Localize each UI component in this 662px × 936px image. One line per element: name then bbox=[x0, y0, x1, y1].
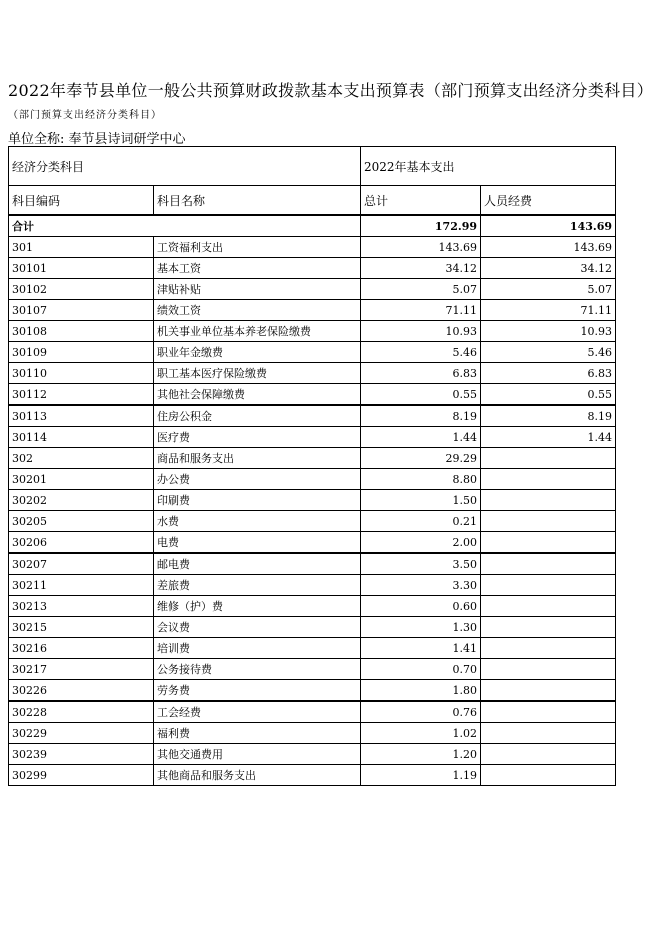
row-code: 30207 bbox=[9, 553, 154, 575]
header-row-2 bbox=[9, 186, 616, 216]
row-name: 工资福利支出 bbox=[154, 237, 361, 258]
row-personnel bbox=[481, 723, 616, 744]
row-name: 差旅费 bbox=[154, 575, 361, 596]
row-name: 基本工资 bbox=[154, 258, 361, 279]
budget-table bbox=[8, 146, 616, 786]
total-amount: 172.99 bbox=[361, 215, 481, 237]
row-total: 1.19 bbox=[361, 765, 481, 786]
row-code: 30201 bbox=[9, 469, 154, 490]
row-total: 1.80 bbox=[361, 680, 481, 702]
table-row bbox=[9, 744, 616, 765]
row-code: 30110 bbox=[9, 363, 154, 384]
row-code: 30202 bbox=[9, 490, 154, 511]
row-personnel: 6.83 bbox=[481, 363, 616, 384]
table-row bbox=[9, 490, 616, 511]
table-row bbox=[9, 765, 616, 786]
total-row bbox=[9, 215, 616, 237]
row-name: 职工基本医疗保险缴费 bbox=[154, 363, 361, 384]
row-total: 34.12 bbox=[361, 258, 481, 279]
table-row bbox=[9, 384, 616, 406]
row-name: 机关事业单位基本养老保险缴费 bbox=[154, 321, 361, 342]
row-total: 71.11 bbox=[361, 300, 481, 321]
table-row bbox=[9, 469, 616, 490]
table-row bbox=[9, 553, 616, 575]
page-subtitle: （部门预算支出经济分类科目） bbox=[8, 110, 162, 121]
row-name: 福利费 bbox=[154, 723, 361, 744]
row-code: 30206 bbox=[9, 532, 154, 554]
row-code: 30228 bbox=[9, 701, 154, 723]
row-personnel: 34.12 bbox=[481, 258, 616, 279]
row-code: 30215 bbox=[9, 617, 154, 638]
row-name: 工会经费 bbox=[154, 701, 361, 723]
header-code: 科目编码 bbox=[9, 186, 154, 216]
row-total: 1.50 bbox=[361, 490, 481, 511]
row-personnel: 0.55 bbox=[481, 384, 616, 406]
row-total: 3.30 bbox=[361, 575, 481, 596]
row-code: 30102 bbox=[9, 279, 154, 300]
row-name: 培训费 bbox=[154, 638, 361, 659]
row-personnel bbox=[481, 680, 616, 702]
row-personnel bbox=[481, 765, 616, 786]
row-personnel: 5.46 bbox=[481, 342, 616, 363]
row-total: 1.02 bbox=[361, 723, 481, 744]
row-total: 0.70 bbox=[361, 659, 481, 680]
table-row bbox=[9, 511, 616, 532]
table-row bbox=[9, 300, 616, 321]
table-row bbox=[9, 532, 616, 554]
row-personnel: 10.93 bbox=[481, 321, 616, 342]
row-name: 印刷费 bbox=[154, 490, 361, 511]
row-name: 公务接待费 bbox=[154, 659, 361, 680]
row-total: 6.83 bbox=[361, 363, 481, 384]
header-basic-expenditure: 2022年基本支出 bbox=[361, 147, 616, 186]
row-total: 1.30 bbox=[361, 617, 481, 638]
table-row bbox=[9, 279, 616, 300]
row-name: 其他社会保障缴费 bbox=[154, 384, 361, 406]
row-personnel bbox=[481, 638, 616, 659]
row-total: 5.46 bbox=[361, 342, 481, 363]
row-name: 劳务费 bbox=[154, 680, 361, 702]
row-code: 30216 bbox=[9, 638, 154, 659]
row-personnel: 143.69 bbox=[481, 237, 616, 258]
table-row bbox=[9, 659, 616, 680]
row-name: 职业年金缴费 bbox=[154, 342, 361, 363]
table-row bbox=[9, 237, 616, 258]
row-personnel: 8.19 bbox=[481, 405, 616, 427]
table-row bbox=[9, 617, 616, 638]
page-title: 2022年奉节县单位一般公共预算财政拨款基本支出预算表（部门预算支出经济分类科目） bbox=[8, 81, 654, 100]
row-code: 30101 bbox=[9, 258, 154, 279]
row-personnel bbox=[481, 596, 616, 617]
row-name: 住房公积金 bbox=[154, 405, 361, 427]
row-personnel bbox=[481, 701, 616, 723]
table-row bbox=[9, 448, 616, 469]
row-code: 30108 bbox=[9, 321, 154, 342]
row-total: 1.20 bbox=[361, 744, 481, 765]
row-total: 0.21 bbox=[361, 511, 481, 532]
row-name: 维修（护）费 bbox=[154, 596, 361, 617]
row-name: 津贴补贴 bbox=[154, 279, 361, 300]
table-row bbox=[9, 596, 616, 617]
table-row bbox=[9, 680, 616, 702]
total-personnel: 143.69 bbox=[481, 215, 616, 237]
row-name: 医疗费 bbox=[154, 427, 361, 448]
table-row bbox=[9, 363, 616, 384]
row-code: 30299 bbox=[9, 765, 154, 786]
row-personnel bbox=[481, 553, 616, 575]
row-code: 30113 bbox=[9, 405, 154, 427]
row-total: 1.41 bbox=[361, 638, 481, 659]
table-row bbox=[9, 427, 616, 448]
header-total: 总计 bbox=[361, 186, 481, 216]
header-name: 科目名称 bbox=[154, 186, 361, 216]
table-row bbox=[9, 258, 616, 279]
row-name: 商品和服务支出 bbox=[154, 448, 361, 469]
row-personnel bbox=[481, 617, 616, 638]
table-row bbox=[9, 701, 616, 723]
row-total: 0.55 bbox=[361, 384, 481, 406]
row-code: 30217 bbox=[9, 659, 154, 680]
row-name: 邮电费 bbox=[154, 553, 361, 575]
table-row bbox=[9, 321, 616, 342]
row-code: 30107 bbox=[9, 300, 154, 321]
row-name: 绩效工资 bbox=[154, 300, 361, 321]
header-personnel: 人员经费 bbox=[481, 186, 616, 216]
row-code: 302 bbox=[9, 448, 154, 469]
row-total: 143.69 bbox=[361, 237, 481, 258]
table-row bbox=[9, 575, 616, 596]
header-econ-class: 经济分类科目 bbox=[9, 147, 361, 186]
row-total: 5.07 bbox=[361, 279, 481, 300]
row-code: 30112 bbox=[9, 384, 154, 406]
row-total: 0.60 bbox=[361, 596, 481, 617]
row-personnel: 1.44 bbox=[481, 427, 616, 448]
row-total: 8.80 bbox=[361, 469, 481, 490]
row-personnel bbox=[481, 469, 616, 490]
unit-name: 单位全称: 奉节县诗词研学中心 bbox=[8, 132, 186, 147]
total-label: 合计 bbox=[9, 215, 361, 237]
row-name: 办公费 bbox=[154, 469, 361, 490]
row-code: 30229 bbox=[9, 723, 154, 744]
row-personnel: 5.07 bbox=[481, 279, 616, 300]
row-total: 8.19 bbox=[361, 405, 481, 427]
row-personnel bbox=[481, 490, 616, 511]
row-personnel bbox=[481, 532, 616, 554]
row-personnel: 71.11 bbox=[481, 300, 616, 321]
row-personnel bbox=[481, 659, 616, 680]
row-code: 30213 bbox=[9, 596, 154, 617]
row-total: 1.44 bbox=[361, 427, 481, 448]
row-total: 0.76 bbox=[361, 701, 481, 723]
row-name: 电费 bbox=[154, 532, 361, 554]
header-row-1 bbox=[9, 147, 616, 186]
row-name: 水费 bbox=[154, 511, 361, 532]
row-code: 30205 bbox=[9, 511, 154, 532]
row-total: 2.00 bbox=[361, 532, 481, 554]
row-personnel bbox=[481, 448, 616, 469]
row-total: 29.29 bbox=[361, 448, 481, 469]
row-code: 30239 bbox=[9, 744, 154, 765]
row-name: 其他商品和服务支出 bbox=[154, 765, 361, 786]
row-code: 30211 bbox=[9, 575, 154, 596]
table-row bbox=[9, 638, 616, 659]
row-personnel bbox=[481, 744, 616, 765]
table-row bbox=[9, 342, 616, 363]
row-personnel bbox=[481, 575, 616, 596]
row-personnel bbox=[481, 511, 616, 532]
row-code: 30114 bbox=[9, 427, 154, 448]
table-row bbox=[9, 723, 616, 744]
row-code: 30226 bbox=[9, 680, 154, 702]
row-name: 会议费 bbox=[154, 617, 361, 638]
row-code: 30109 bbox=[9, 342, 154, 363]
row-total: 10.93 bbox=[361, 321, 481, 342]
row-code: 301 bbox=[9, 237, 154, 258]
row-total: 3.50 bbox=[361, 553, 481, 575]
table-row bbox=[9, 405, 616, 427]
row-name: 其他交通费用 bbox=[154, 744, 361, 765]
